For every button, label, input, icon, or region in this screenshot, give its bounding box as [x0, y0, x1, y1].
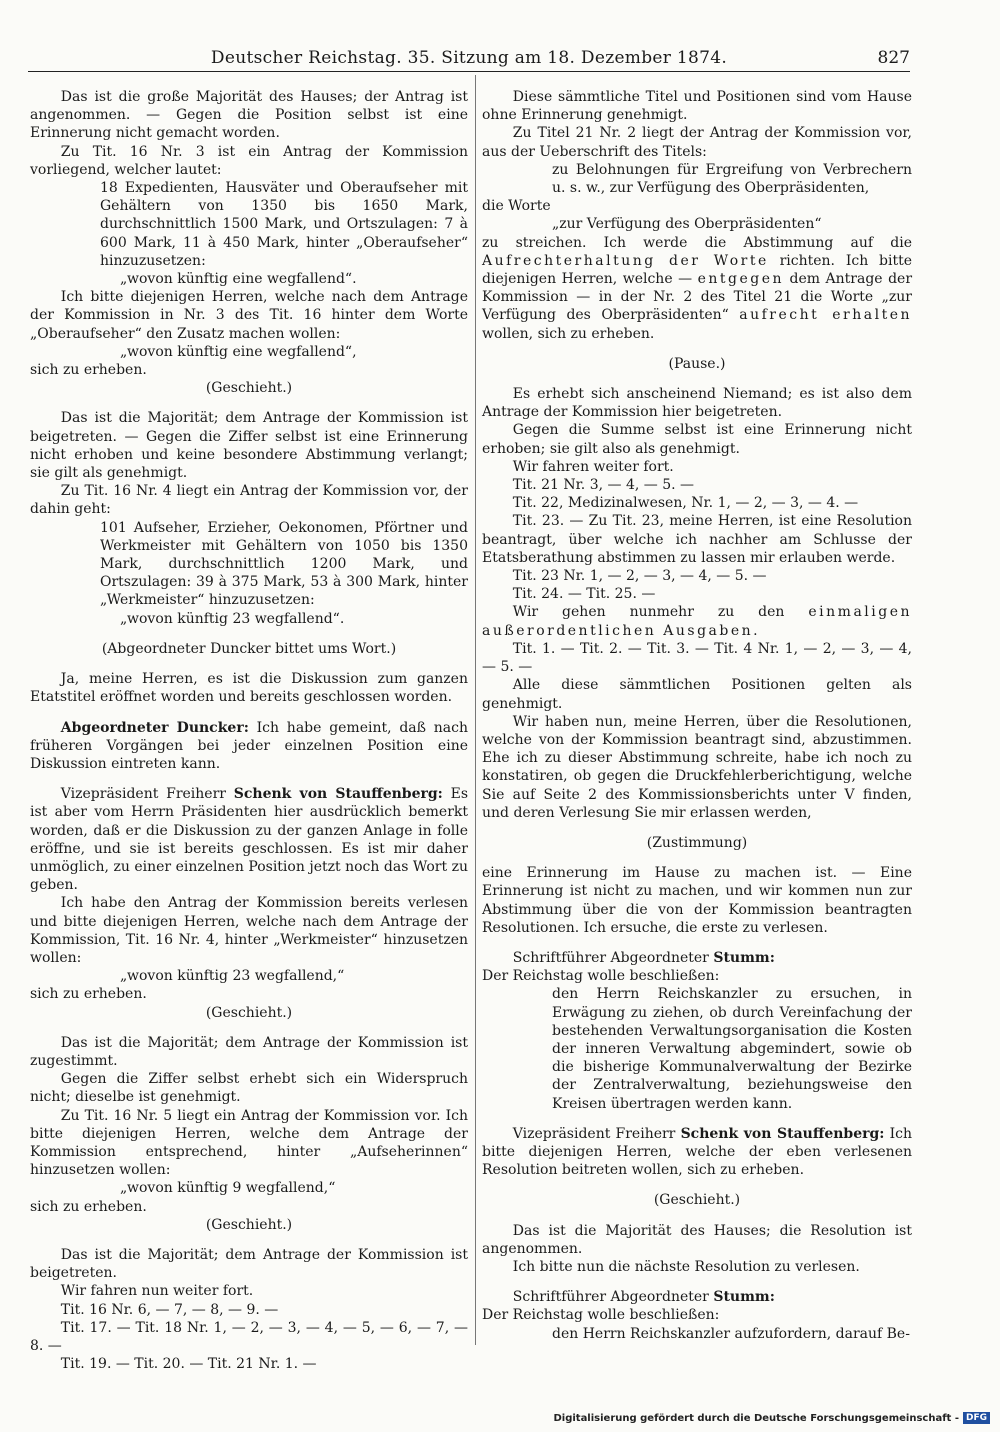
paragraph: Gegen die Summe selbst ist eine Erinnerung nicht erhoben; sie gilt also als genehmigt. [482, 422, 912, 457]
paragraph [482, 234, 912, 343]
paragraph: Ich bitte nun die nächste Resolution zu verlesen. [512, 1258, 860, 1275]
paragraph: Das ist die Majorität; dem Antrage der Kommission ist beigetreten. [30, 1246, 468, 1282]
quote: 18 Expedienten, Hausväter und Oberaufseher mit Gehältern von 1350 bis 1650 Mark, durchschnittlich 1500 Mark, und Ortszulagen: 7 à 600 Mark, 11 à 450 Mark, hinter „Oberaufseher“ hinzuzusetzen: [100, 180, 468, 269]
quote: „wovon künftig eine wegfallend“, [120, 343, 357, 360]
paragraph: Ich habe den Antrag der Kommission bereits verlesen und bitte diejenigen Herren, welche nach dem Antrage der Kommission, Tit. 16 Nr. 4, hinter „Werkmeister“ hinzusetzen wollen: [30, 895, 468, 966]
paragraph: Der Reichstag wolle beschließen: [482, 1307, 720, 1324]
right-column [482, 88, 912, 1343]
stage-direction: (Zustimmung) [646, 834, 748, 851]
speech [30, 785, 468, 894]
speech-text: Ich bitte diejenigen Herren, welche der eben verlesenen Resolution beitreten wollen, sich zu erheben. [482, 1125, 912, 1179]
stage-direction: (Geschieht.) [205, 1216, 293, 1233]
paragraph: Tit. 23 Nr. 1, — 2, — 3, — 4, — 5. — [512, 568, 767, 585]
speech [30, 719, 468, 774]
text-run: zu streichen. Ich werde die Abstimmung auf die [482, 234, 912, 251]
speech [482, 1125, 912, 1180]
spaced-text: Aufrechterhaltung der Worte [482, 252, 769, 269]
paragraph: Der Reichstag wolle beschließen: [482, 968, 720, 985]
paragraph: Das ist die große Majorität des Hauses; der Antrag ist angenommen. — Gegen die Position selbst ist eine Erinnerung nicht gemacht worden. [30, 89, 468, 142]
paragraph: Tit. 1. — Tit. 2. — Tit. 3. — Tit. 4 Nr. 1, — 2, — 3, — 4, — 5. — [482, 640, 912, 676]
paragraph: Zu Tit. 16 Nr. 4 liegt ein Antrag der Kommission vor, der dahin geht: [30, 483, 468, 518]
paragraph: Zu Tit. 16 Nr. 3 ist ein Antrag der Kommission vorliegend, welcher lautet: [30, 143, 468, 178]
spaced-text: entgegen [697, 271, 785, 288]
speaker-role: Schriftführer Abgeordneter [512, 1289, 709, 1306]
paragraph: Das ist die Majorität des Hauses; die Resolution ist angenommen. [482, 1222, 912, 1257]
text-run: wollen, sich zu erheben. [482, 325, 655, 342]
paragraph: eine Erinnerung im Hause zu machen ist. — Eine Erinnerung ist nicht zu machen, und wir kommen nun zur Abstimmung über die von der Kommission beantragten Resolutionen. Ich ersuche, die erste zu verlesen. [482, 865, 912, 936]
paragraph: Diese sämmtliche Titel und Positionen sind vom Hause ohne Erinnerung genehmigt. [482, 89, 912, 124]
paragraph: Gegen die Ziffer selbst erhebt sich ein Widerspruch nicht; dieselbe ist genehmigt. [30, 1071, 468, 1106]
speech-text: Es ist aber vom Herrn Präsidenten hier ausdrücklich bemerkt worden, daß er die Diskussion zu der ganzen Anlage in folle eröffne, und sie ist bereits geschlossen. Es ist mir daher unmöglich, zu einer einzelnen Position jetzt noch das Wort zu geben. [30, 786, 469, 894]
paragraph: Tit. 24. — Tit. 25. — [512, 586, 656, 603]
paragraph: Tit. 19. — Tit. 20. — Tit. 21 Nr. 1. — [60, 1356, 317, 1373]
paragraph: Zu Titel 21 Nr. 2 liegt der Antrag der Kommission vor, aus der Ueberschrift des Titels: [482, 125, 912, 160]
stage-direction: (Geschieht.) [205, 380, 293, 397]
text-run: richten. Ich bitte diejenigen Herren, welche — [482, 252, 913, 288]
paragraph: Ich bitte diejenigen Herren, welche nach dem Antrage der Kommission in Nr. 3 des Tit. 16 hinter dem Worte „Oberaufseher“ den Zusatz machen wollen: [30, 289, 468, 342]
paragraph: Alle diese sämmtlichen Positionen gelten als genehmigt. [482, 677, 912, 712]
spaced-text: einmaligen außerordentlichen Ausgaben. [482, 604, 913, 639]
paragraph: Das ist die Majorität; dem Antrage der Kommission ist zugestimmt. [30, 1034, 468, 1069]
stage-direction: (Pause.) [668, 355, 726, 372]
quote: den Herrn Reichskanzler zu ersuchen, in Erwägung zu ziehen, ob durch Vereinfachung der bestehenden Verwaltungsorganisation die Kosten der inneren Verwaltung abgemindert, sowie ob die bisherige Kommunalverwaltung der Bezirke der Zentralverwaltung, beziehungsweise den Kreisen übertragen werden kann. [552, 986, 912, 1112]
dfg-logo-icon: DFG [963, 1412, 990, 1424]
paragraph: die Worte [482, 198, 551, 215]
paragraph: Wir fahren nun weiter fort. [60, 1283, 254, 1300]
speaker-name: Abgeordneter Duncker: [60, 719, 249, 736]
quote: 101 Aufseher, Erzieher, Oekonomen, Pförtner und Werkmeister mit Gehältern von 1050 bis 1350 Mark, durchschnittlich 1200 Mark, und Ortszulagen: 39 à 375 Mark, 53 à 300 Mark, hinter „Werkmeister“ hinzuzusetzen: [100, 519, 468, 609]
stage-direction: (Geschieht.) [653, 1192, 741, 1209]
stage-direction: (Abgeordneter Duncker bittet ums Wort.) [101, 640, 397, 657]
speaker-name: Stumm: [713, 1289, 775, 1306]
page-number: 827 [877, 48, 910, 68]
spaced-text: aufrecht erhalten [739, 307, 912, 324]
paragraph: Ja, meine Herren, es ist die Diskussion zum ganzen Etatstitel eröffnet worden und bereits geschlossen worden. [30, 671, 468, 706]
paragraph: Tit. 23. — Zu Tit. 23, meine Herren, ist eine Resolution beantragt, über welche ich nachher am Schlusse der Etatsberathung abstimmen zu lassen mir erlauben werde. [482, 513, 912, 566]
paragraph: Es erhebt sich anscheinend Niemand; es ist also dem Antrage der Kommission hier beigetreten. [482, 386, 912, 421]
paragraph: Tit. 17. — Tit. 18 Nr. 1, — 2, — 3, — 4, — 5, — 6, — 7, — 8. — [30, 1319, 468, 1354]
speaker-role: Schriftführer Abgeordneter [512, 949, 709, 966]
speaker-role: Vizepräsident Freiherr [60, 786, 226, 803]
quote: zu Belohnungen für Ergreifung von Verbrechern u. s. w., zur Verfügung des Oberpräsidenten, [552, 161, 912, 197]
paragraph: Tit. 21 Nr. 3, — 4, — 5. — [512, 477, 695, 494]
paragraph: sich zu erheben. [30, 986, 147, 1003]
paragraph: Tit. 22, Medizinalwesen, Nr. 1, — 2, — 3, — 4. — [512, 495, 859, 512]
paragraph [482, 603, 912, 639]
stage-direction: (Geschieht.) [205, 1004, 293, 1021]
footer-text: Digitalisierung gefördert durch die Deutsche Forschungsgemeinschaft - [553, 1413, 959, 1424]
page-header [28, 44, 910, 74]
header-rule [28, 71, 910, 72]
quote: „wovon künftig 9 wegfallend,“ [120, 1180, 336, 1197]
quote: „zur Verfügung des Oberpräsidenten“ [552, 216, 822, 233]
speaker-name: Stumm: [713, 949, 775, 966]
column-divider [475, 75, 476, 1345]
speech-text: Ich habe gemeint, daß nach früheren Vorgängen bei jeder einzelnen Position eine Diskussion eintreten kann. [30, 719, 469, 772]
quote: „wovon künftig 23 wegfallend“. [120, 610, 345, 627]
speech [482, 949, 912, 967]
paragraph: sich zu erheben. [30, 362, 147, 379]
speaker-name: Schenk von Stauffenberg: [680, 1125, 885, 1142]
quote: „wovon künftig eine wegfallend“. [120, 271, 357, 288]
text-run: Wir gehen nunmehr zu den [512, 604, 785, 621]
paragraph: Zu Tit. 16 Nr. 5 liegt ein Antrag der Kommission vor. Ich bitte diejenigen Herren, welche dem Antrage der Kommission entsprechend, hinter „Aufseherinnen“ hinzusetzen wollen: [30, 1107, 468, 1179]
quote: „wovon künftig 23 wegfallend,“ [120, 968, 345, 985]
speaker-name: Schenk von Stauffenberg: [233, 786, 443, 803]
speaker-role: Vizepräsident Freiherr [512, 1125, 676, 1142]
digitization-footer [553, 1412, 990, 1424]
paragraph: Wir haben nun, meine Herren, über die Resolutionen, welche von der Kommission beantragt sind, abzustimmen. Ehe ich zu dieser Abstimmung schreite, habe ich noch zu konstatiren, ob gegen die Druckfehlerberichtigung, welche Sie auf Seite 2 des Kommissionsberichts unter V finden, und deren Verlesung Sie mir erlassen werden, [482, 713, 912, 821]
text-run: dem Antrage der Kommission — in der Nr. 2 des Titel 21 die Worte „zur Verfügung des Oberpräsidenten“ [482, 271, 913, 324]
paragraph: Wir fahren weiter fort. [512, 458, 674, 475]
paragraph: sich zu erheben. [30, 1198, 147, 1215]
paragraph: Tit. 16 Nr. 6, — 7, — 8, — 9. — [60, 1301, 279, 1318]
quote: den Herrn Reichskanzler aufzufordern, darauf Be- [552, 1325, 910, 1342]
left-column [30, 88, 468, 1373]
paragraph: Das ist die Majorität; dem Antrage der Kommission ist beigetreten. — Gegen die Ziffer selbst ist eine Erinnerung nicht erhoben und keine besondere Abstimmung verlangt; sie gilt als genehmigt. [30, 410, 468, 482]
header-title: Deutscher Reichstag. 35. Sitzung am 18. Dezember 1874. [210, 48, 728, 68]
speech [482, 1288, 912, 1306]
